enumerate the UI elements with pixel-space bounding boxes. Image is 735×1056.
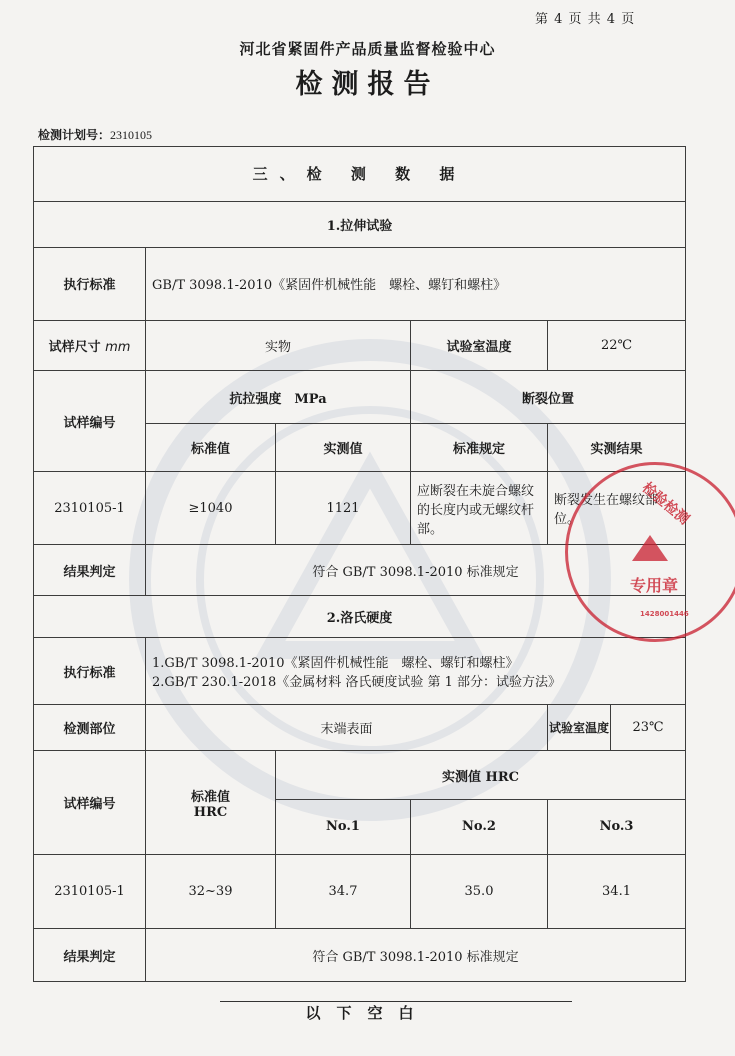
section-title: 三、检 测 数 据 xyxy=(34,147,686,202)
report-title: 检测报告 xyxy=(295,69,440,100)
tensile-std-value-label: 标准值 xyxy=(146,423,276,472)
hardness-temp-label: 试验室温度 xyxy=(548,705,611,751)
seal-code: 1428001446 xyxy=(640,610,689,618)
hardness-temp-value: 23℃ xyxy=(632,720,664,736)
col-no3: No.3 xyxy=(548,799,686,854)
position-label: 检测部位 xyxy=(34,704,146,751)
hardness-title: 2.洛氏硬度 xyxy=(34,595,686,637)
hardness-standard-value xyxy=(146,638,686,705)
col-no1: No.1 xyxy=(276,799,411,854)
organization-name: 河北省紧固件产品质量监督检验中心 xyxy=(239,40,496,58)
hardness-standard-line1: 1.GB/T 3098.1-2010《紧固件机械性能 螺栓、螺钉和螺柱》 xyxy=(152,656,519,672)
seal-text-top: 检验检测 xyxy=(638,479,692,528)
std-rule-label: 标准规定 xyxy=(411,423,548,472)
position-text: 末端表面 xyxy=(320,722,373,738)
hardness-v3: 34.1 xyxy=(548,854,686,929)
hardness-temp-cell xyxy=(548,704,686,751)
hardness-std-label: 标准值 HRC xyxy=(146,751,276,854)
page-number: 第 4 页 共 4 页 xyxy=(535,12,636,27)
plan-value: 2310105 xyxy=(110,128,153,142)
plan-number xyxy=(38,126,152,143)
strength-label: 抗拉强度 MPa xyxy=(146,371,411,424)
tensile-temp-label: 试验室温度 xyxy=(411,320,548,371)
hardness-v1: 34.7 xyxy=(276,854,411,929)
tensile-sample-id: 2310105-1 xyxy=(34,472,146,545)
plan-label: 检测计划号： xyxy=(38,128,111,142)
hardness-standard-label: 执行标准 xyxy=(34,638,146,705)
tensile-measured-value: 1121 xyxy=(276,472,411,545)
hardness-sample-no-label: 试样编号 xyxy=(34,751,146,854)
footer-blank-note: 以下空白 xyxy=(305,1004,430,1022)
hardness-sample-id: 2310105-1 xyxy=(34,854,146,929)
hardness-std-value: 32~39 xyxy=(146,854,276,929)
size-label: 试样尺寸 mm xyxy=(34,320,146,371)
hardness-standard-line2: 2.GB/T 230.1-2018《金属材料 洛氏硬度试验 第 1 部分：试验方法》 xyxy=(152,675,562,691)
tensile-conclusion-value: 符合 GB/T 3098.1-2010 标准规定 xyxy=(146,545,686,596)
test-data-table xyxy=(33,146,686,982)
tensile-sample-no-label: 试样编号 xyxy=(34,371,146,472)
col-no2: No.2 xyxy=(411,799,548,854)
hardness-conclusion-value: 符合 GB/T 3098.1-2010 标准规定 xyxy=(146,929,686,982)
tensile-measured-label: 实测值 xyxy=(276,423,411,472)
position-value xyxy=(146,704,548,751)
tensile-result-text: 断裂发生在螺纹部位。 xyxy=(548,472,686,545)
tensile-title: 1.拉伸试验 xyxy=(34,201,686,248)
tensile-std-value: ≥1040 xyxy=(146,472,276,545)
result-label: 实测结果 xyxy=(548,423,686,472)
fracture-label: 断裂位置 xyxy=(411,371,686,424)
tensile-temp-value: 22℃ xyxy=(548,320,686,371)
hardness-measured-label: 实测值 HRC xyxy=(276,751,686,800)
hardness-v2: 35.0 xyxy=(411,854,548,929)
tensile-conclusion-label: 结果判定 xyxy=(34,545,146,596)
tensile-rule-text: 应断裂在未旋合螺纹的长度内或无螺纹杆部。 xyxy=(411,472,548,545)
tensile-standard-label: 执行标准 xyxy=(34,248,146,321)
seal-text-bottom: 专用章 xyxy=(630,576,679,595)
size-value: 实物 xyxy=(146,320,411,371)
hardness-conclusion-label: 结果判定 xyxy=(34,929,146,982)
tensile-standard-value: GB/T 3098.1-2010《紧固件机械性能 螺栓、螺钉和螺柱》 xyxy=(146,248,686,321)
